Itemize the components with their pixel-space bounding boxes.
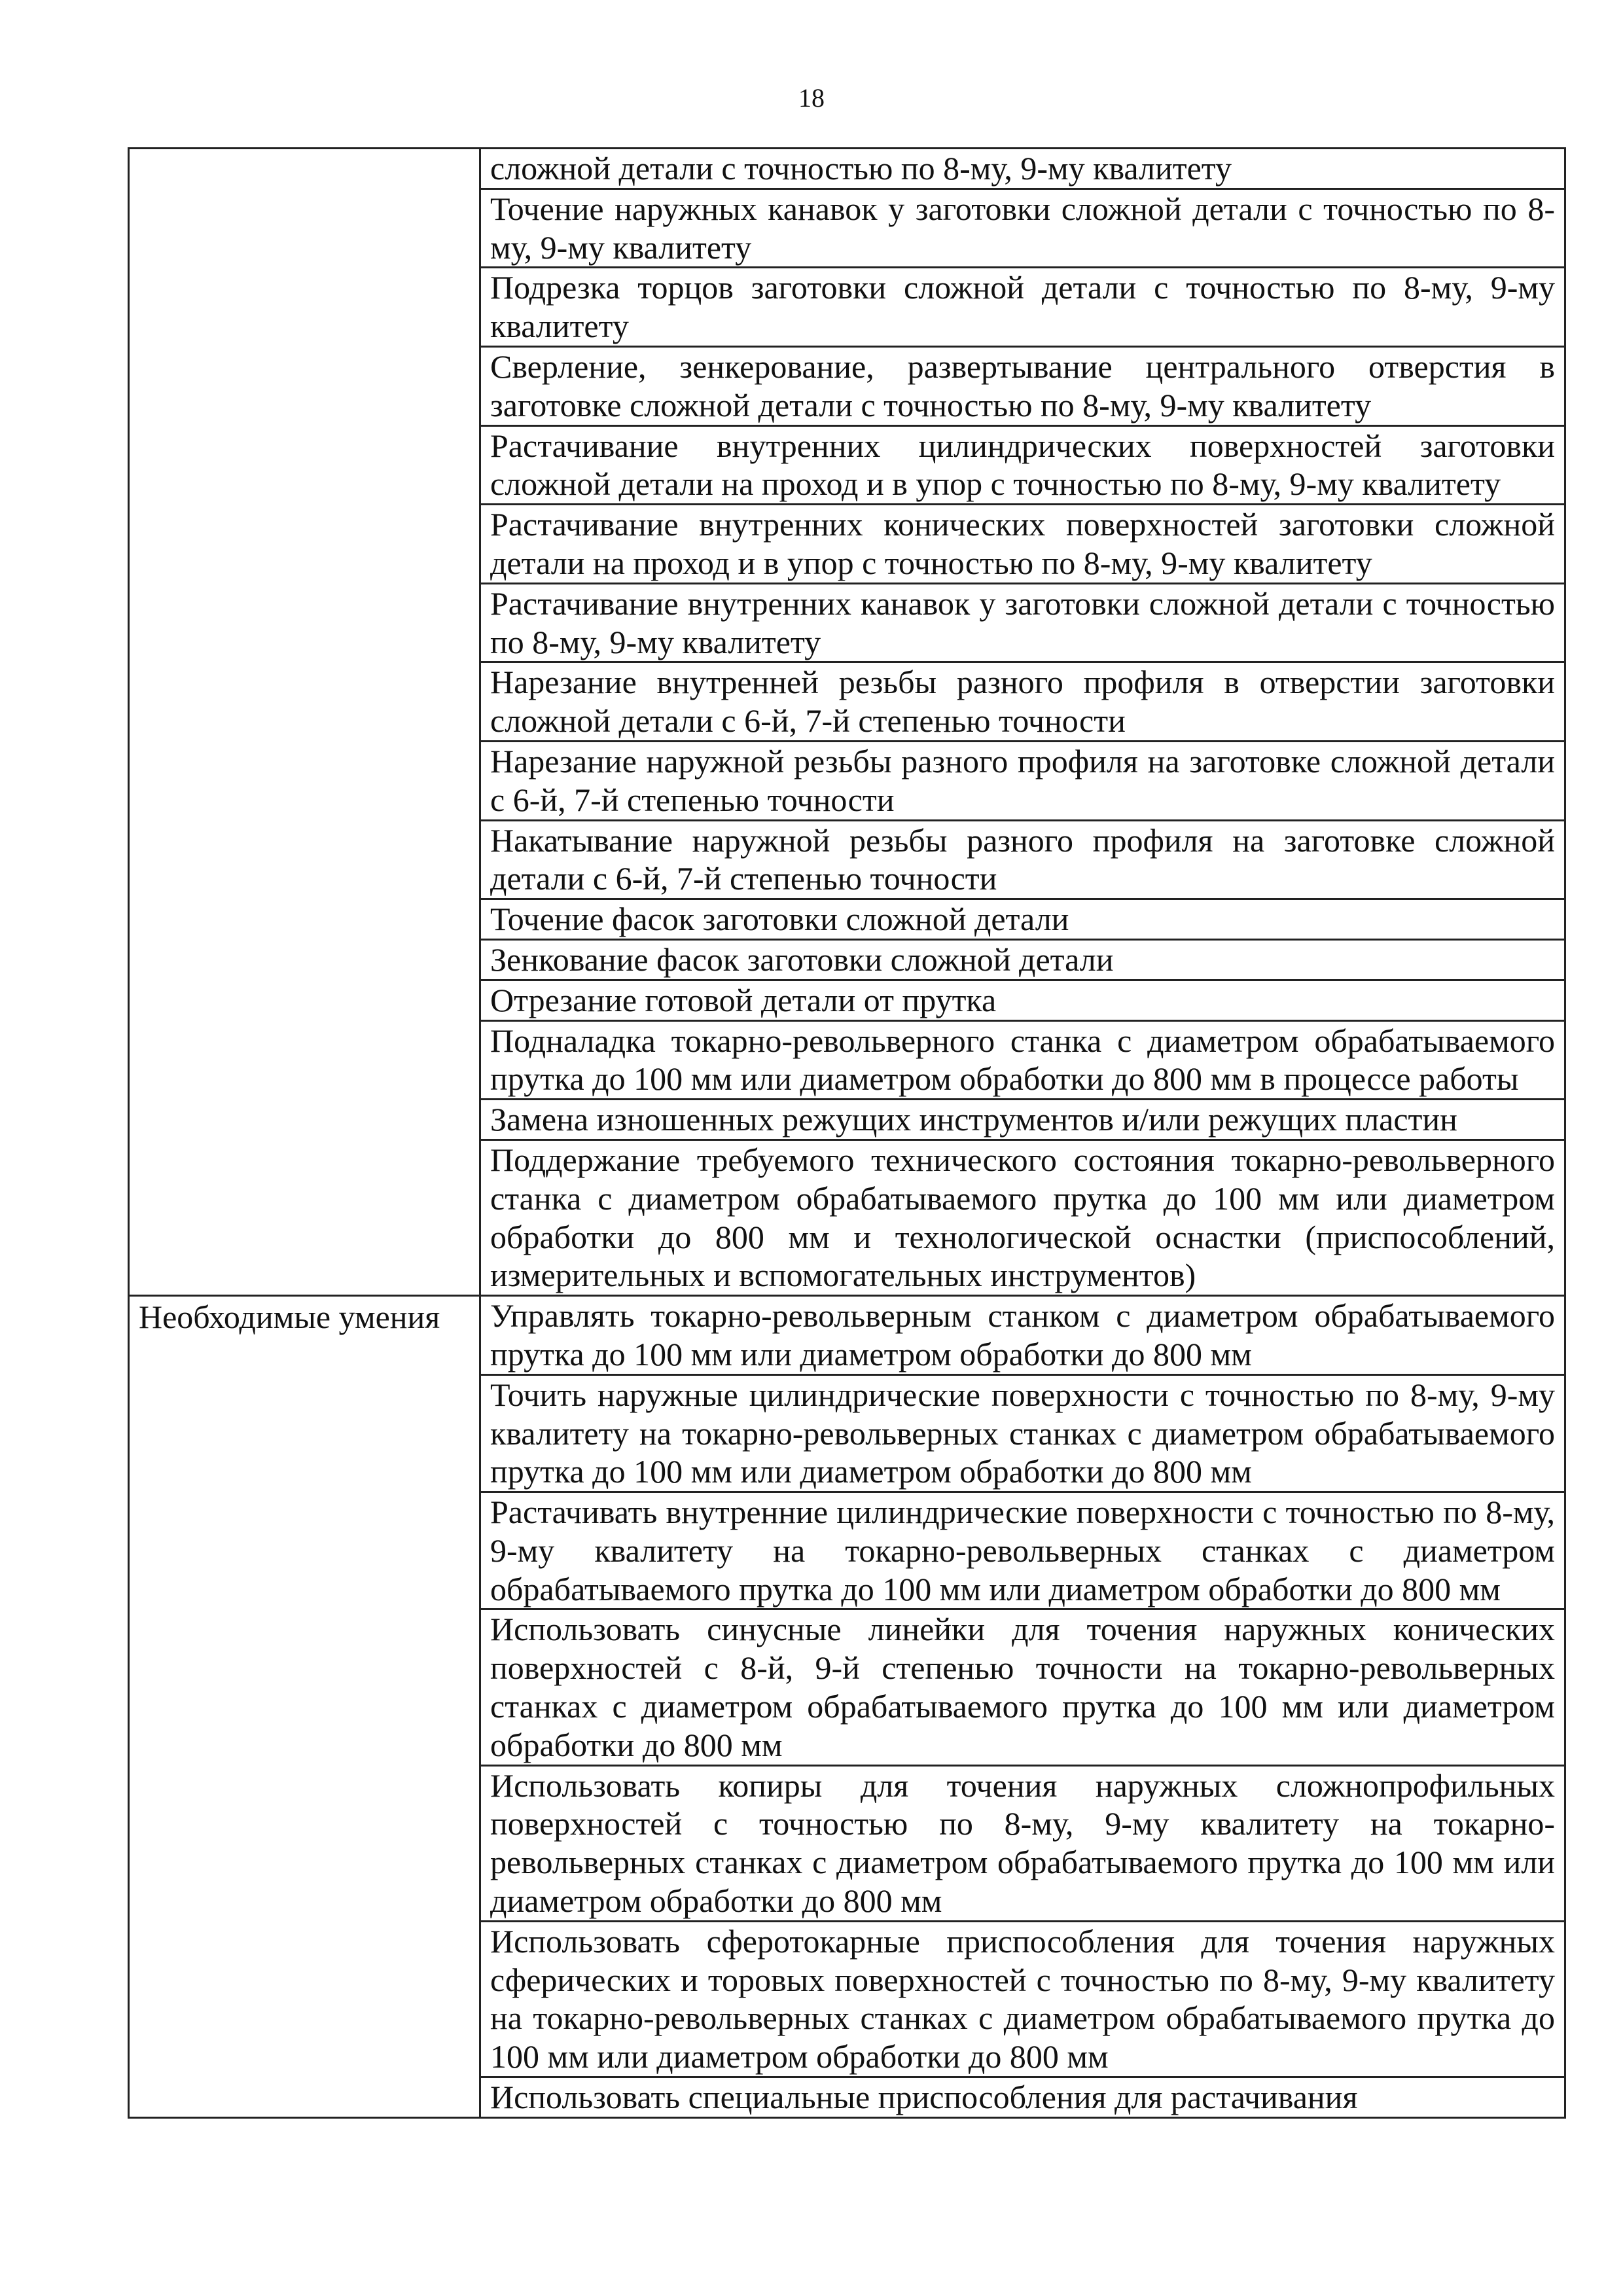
row-text: сложной детали с точностью по 8-му, 9-му квалитету	[480, 149, 1565, 189]
row-text: Зенкование фасок заготовки сложной детали	[480, 939, 1565, 980]
row-text: Растачивание внутренних конических поверхностей заготовки сложной детали на проход и в упор с точностью по 8-му, 9-му квалитету	[480, 505, 1565, 584]
row-text: Подналадка токарно-револьверного станка с диаметром обрабатываемого прутка до 100 мм или диаметром обработки до 800 мм в процессе работы	[480, 1020, 1565, 1100]
row-text: Подрезка торцов заготовки сложной детали с точностью по 8-му, 9-му квалитету	[480, 268, 1565, 347]
row-text: Растачивание внутренних цилиндрических поверхностей заготовки сложной детали на проход и в упор с точностью по 8-му, 9-му квалитету	[480, 425, 1565, 505]
row-text: Использовать сферотокарные приспособления для точения наружных сферических и торовых поверхностей с точностью по 8-му, 9-му квалитету на токарно-револьверных станках с диаметром обрабатываемого прутка до 100 мм или диаметром обработки до 800 мм	[480, 1921, 1565, 2077]
row-text: Накатывание наружной резьбы разного профиля на заготовке сложной детали с 6-й, 7-й степенью точности	[480, 820, 1565, 899]
row-text: Нарезание наружной резьбы разного профиля на заготовке сложной детали с 6-й, 7-й степенью точности	[480, 741, 1565, 820]
row-text: Замена изношенных режущих инструментов и/или режущих пластин	[480, 1100, 1565, 1140]
row-text: Точение наружных канавок у заготовки сложной детали с точностью по 8-му, 9-му квалитету	[480, 188, 1565, 268]
row-text: Точение фасок заготовки сложной детали	[480, 899, 1565, 940]
table-row	[129, 149, 1565, 189]
row-text: Растачивание внутренних канавок у заготовки сложной детали с точностью по 8-му, 9-му квалитету	[480, 583, 1565, 662]
row-text: Растачивать внутренние цилиндрические поверхности с точностью по 8-му, 9-му квалитету на токарно-револьверных станках с диаметром обрабатываемого прутка до 100 мм или диаметром обработки до 800 мм	[480, 1492, 1565, 1609]
row-text: Отрезание готовой детали от прутка	[480, 980, 1565, 1020]
row-text: Использовать копиры для точения наружных сложнопрофильных поверхностей с точностью по 8-му, 9-му квалитету на токарно-револьверных станках с диаметром обрабатываемого прутка до 100 мм или диаметром обработки до 800 мм	[480, 1765, 1565, 1921]
row-label-empty	[129, 149, 480, 1296]
row-text: Нарезание внутренней резьбы разного профиля в отверстии заготовки сложной детали с 6-й, 7-й степенью точности	[480, 662, 1565, 742]
row-text: Точить наружные цилиндрические поверхности с точностью по 8-му, 9-му квалитету на токарно-револьверных станках с диаметром обрабатываемого прутка до 100 мм или диаметром обработки до 800 мм	[480, 1374, 1565, 1492]
row-text: Управлять токарно-револьверным станком с диаметром обрабатываемого прутка до 100 мм или диаметром обработки до 800 мм	[480, 1296, 1565, 1375]
row-text: Поддержание требуемого технического состояния токарно-револьверного станка с диаметром обрабатываемого прутка до 100 мм или диаметром обработки до 800 мм и технологической оснастки (приспособлений, измерительных и вспомогательных инструментов)	[480, 1139, 1565, 1295]
table-row	[129, 1296, 1565, 1375]
requirements-table	[128, 147, 1566, 2119]
row-text: Использовать специальные приспособления для растачивания	[480, 2077, 1565, 2118]
row-text: Сверление, зенкерование, развертывание центрального отверстия в заготовке сложной детали с точностью по 8-му, 9-му квалитету	[480, 346, 1565, 425]
row-text: Использовать синусные линейки для точения наружных конических поверхностей с 8-й, 9-й степенью точности на токарно-револьверных станках с диаметром обрабатываемого прутка до 100 мм или диаметром обработки до 800 мм	[480, 1609, 1565, 1765]
page-number: 18	[798, 83, 825, 113]
row-label-skills: Необходимые умения	[129, 1296, 480, 2118]
